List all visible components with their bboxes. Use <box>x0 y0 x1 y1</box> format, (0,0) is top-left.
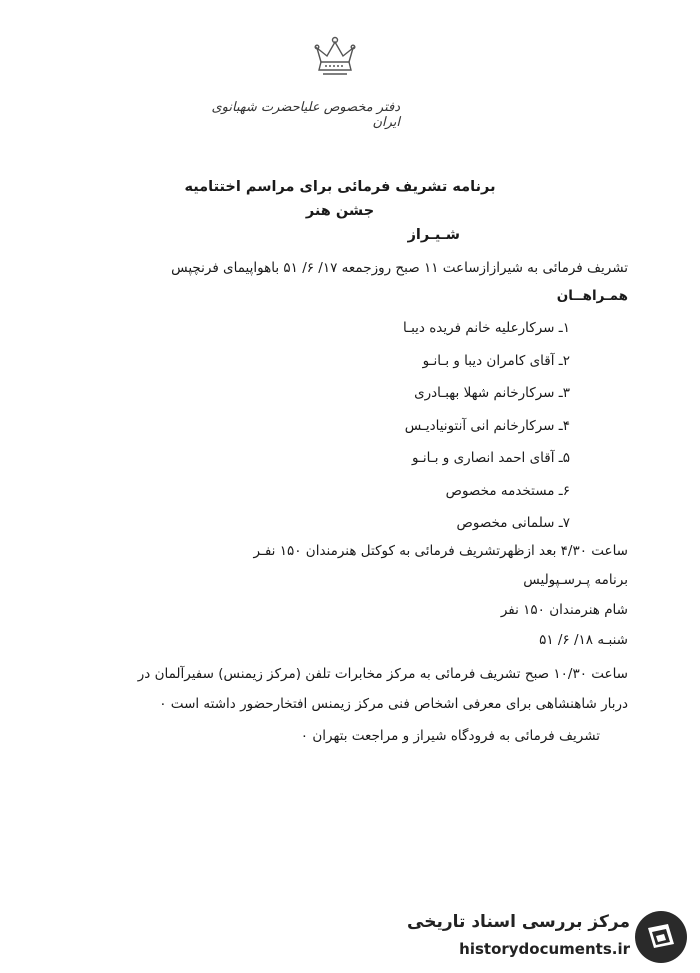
footer-url: historydocuments.ir <box>459 940 630 958</box>
list-item: ۳ـ سرکارخانم شهلا بهبـادری <box>414 385 570 401</box>
list-item: ۲ـ آقای کامران دیبا و بـانـو <box>422 352 570 369</box>
list-item: ۷ـ سلمانی مخصوص <box>456 515 570 531</box>
schedule-cocktail: ساعت ۴/۳۰ بعد ازظهرتشریف فرمائی به کوکتل هنرمندان ۱۵۰ نفـر <box>253 543 628 559</box>
list-item: ۴ـ سرکارخانم انی آنتونیادیـس <box>404 417 570 434</box>
archive-logo-icon <box>632 908 690 966</box>
companions-list <box>403 312 570 540</box>
schedule-date: شنبـه ۱۸/ ۶/ ۵۱ <box>539 632 628 648</box>
list-item: ۵ـ آقای احمد انصاری و بـانـو <box>412 450 570 466</box>
office-letterhead: دفتر مخصوص علیاحضرت شهبانوی ایران <box>211 100 400 130</box>
schedule-persepolis: برنامه پـرسـپولیس <box>523 572 628 588</box>
document-title <box>170 175 510 247</box>
schedule-departure: تشریف فرمائی به فرودگاه شیراز و مراجعت بتهران ۰ <box>300 728 600 744</box>
title-line-2: شـیـراز <box>407 227 460 243</box>
schedule-siemens: ساعت ۱۰/۳۰ صبح تشریف فرمائی به مرکز مخابرات تلفن (مرکز زیمنس) سفیرآلمان در <box>137 666 628 682</box>
schedule-siemens-cont: دربار شاهنشاهی برای معرفی اشخاص فنی مرکز زیمنس افتخارحضور داشته است ۰ <box>159 696 628 712</box>
companions-heading: همـراهــان <box>556 288 628 304</box>
arrival-line: تشریف فرمائی به شیرازازساعت ۱۱ صبح روزجمعه ۱۷/ ۶/ ۵۱ باهواپیمای فرنچپس <box>171 260 628 276</box>
footer-org-name: مرکز بررسی اسناد تاریخی <box>407 912 630 932</box>
crown-emblem-icon <box>305 32 365 82</box>
list-item: ۱ـ سرکارعلیه خانم فریده دیبـا <box>403 320 570 336</box>
list-item: ۶ـ مستخدمه مخصوص <box>445 482 570 499</box>
title-line-1: برنامه تشریف فرمائی برای مراسم اختتامیه جشن هنر <box>184 179 496 219</box>
schedule-dinner: شام هنرمندان ۱۵۰ نفر <box>500 602 628 618</box>
